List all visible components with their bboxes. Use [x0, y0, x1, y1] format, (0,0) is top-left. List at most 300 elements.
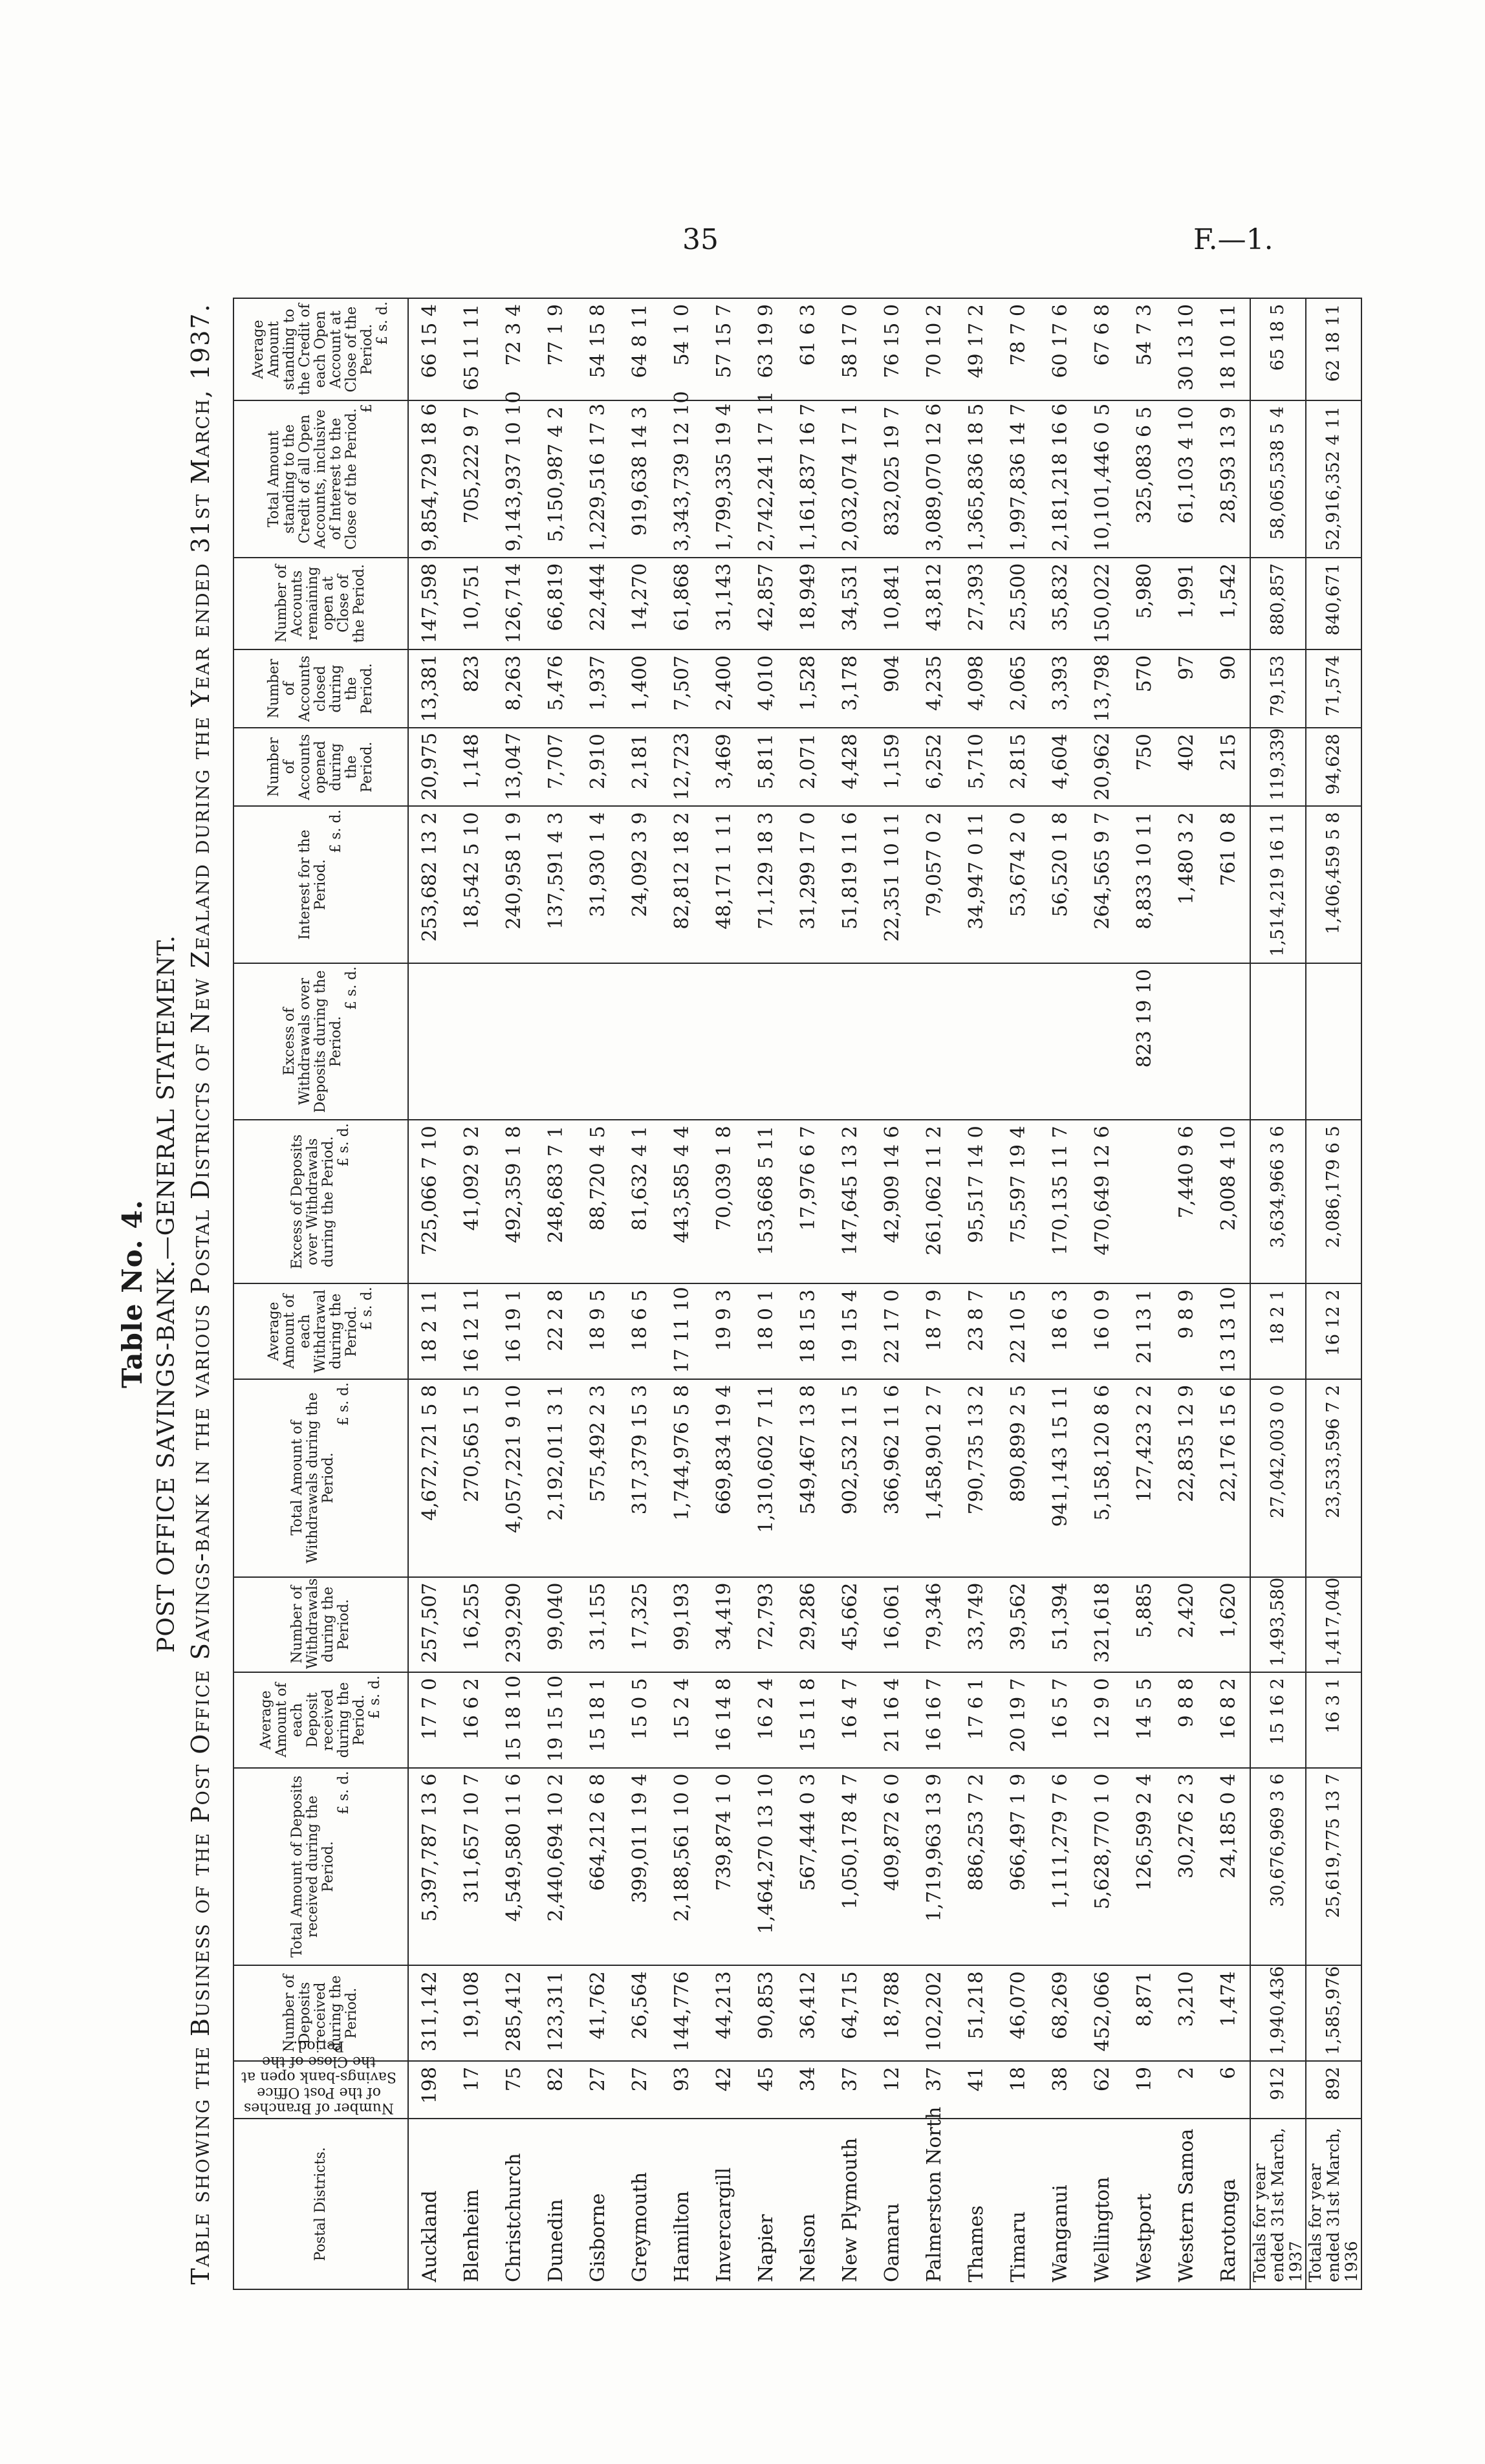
cell-wd-amount: 4,057,221 9 10 — [493, 1379, 535, 1577]
cell-interest: 56,520 1 8 — [1039, 806, 1081, 963]
cell-district: Thames — [955, 2119, 997, 2289]
totals-row — [1250, 298, 1306, 2289]
cell-branches: 12 — [871, 2061, 913, 2119]
cell-wd-avg: 19 15 4 — [829, 1283, 871, 1379]
col-header: Average Amount standing to the Credit of each Open Account at Close of the Period. £ s. d. — [233, 298, 408, 400]
cell-closed: 1,937 — [577, 649, 619, 728]
table-row — [1123, 298, 1165, 2289]
cell-dep-amount: 739,874 1 0 — [703, 1768, 745, 1966]
cell-district: Westport — [1123, 2119, 1165, 2289]
cell-closed: 2,065 — [997, 649, 1039, 728]
cell-wd-avg: 22 10 5 — [997, 1283, 1039, 1379]
cell-closed: 13,381 — [408, 649, 451, 728]
cell-wd-amount: 790,735 13 2 — [955, 1379, 997, 1577]
cell-dep-amount: 5,628,770 1 0 — [1081, 1768, 1123, 1966]
cell-district: New Plymouth — [829, 2119, 871, 2289]
cell-interest: 71,129 18 3 — [745, 806, 787, 963]
cell-wd-avg: 22 17 0 — [871, 1283, 913, 1379]
cell-branches: 198 — [408, 2061, 451, 2119]
cell-withdrawals: 2,420 — [1165, 1577, 1208, 1673]
cell-opened: 13,047 — [493, 728, 535, 806]
cell-district: Nelson — [787, 2119, 829, 2289]
cell-excess-wd — [493, 963, 535, 1120]
cell-closed: 3,178 — [829, 649, 871, 728]
cell-credit: 3,089,070 12 6 — [913, 400, 955, 557]
cell-withdrawals: 16,061 — [871, 1577, 913, 1673]
cell-wd-avg: 17 11 10 — [661, 1283, 703, 1379]
cell-deposits: 41,762 — [577, 1965, 619, 2061]
cell-open: 126,714 — [493, 558, 535, 649]
cell-district: Palmerston North — [913, 2119, 955, 2289]
cell-deposits: 18,788 — [871, 1965, 913, 2061]
table-row — [1208, 298, 1250, 2289]
cell-dep-amount: 5,397,787 13 6 — [408, 1768, 451, 1966]
cell-wd-avg: 16 12 2 — [1306, 1283, 1361, 1379]
cell-wd-avg: 18 15 3 — [787, 1283, 829, 1379]
cell-dep-amount: 1,719,963 13 9 — [913, 1768, 955, 1966]
cell-excess-wd — [913, 963, 955, 1120]
cell-closed: 8,263 — [493, 649, 535, 728]
cell-credit: 832,025 19 7 — [871, 400, 913, 557]
cell-credit-avg: 30 13 10 — [1165, 298, 1208, 400]
cell-credit-avg: 61 6 3 — [787, 298, 829, 400]
cell-credit: 5,150,987 4 2 — [535, 400, 577, 557]
col-header: Excess of Withdrawals over Deposits during the Period. £ s. d. — [233, 963, 408, 1120]
cell-interest: 79,057 0 2 — [913, 806, 955, 963]
cell-closed: 90 — [1208, 649, 1250, 728]
cell-excess-wd — [1208, 963, 1250, 1120]
cell-opened: 1,148 — [451, 728, 493, 806]
table-row — [913, 298, 955, 2289]
cell-wd-amount: 941,143 15 11 — [1039, 1379, 1081, 1577]
cell-withdrawals: 31,155 — [577, 1577, 619, 1673]
cell-dep-avg: 15 2 4 — [661, 1672, 703, 1768]
cell-district: Wellington — [1081, 2119, 1123, 2289]
cell-excess-dep: 2,008 4 10 — [1208, 1120, 1250, 1283]
col-header: Total Amount of Deposits received during the Period. £ s. d. — [233, 1768, 408, 1966]
table-row — [703, 298, 745, 2289]
cell-credit-avg: 72 3 4 — [493, 298, 535, 400]
cell-withdrawals: 257,507 — [408, 1577, 451, 1673]
cell-excess-dep: 725,066 7 10 — [408, 1120, 451, 1283]
cell-open: 61,868 — [661, 558, 703, 649]
cell-interest: 18,542 5 10 — [451, 806, 493, 963]
cell-deposits: 68,269 — [1039, 1965, 1081, 2061]
table-row — [745, 298, 787, 2289]
cell-open: 43,812 — [913, 558, 955, 649]
cell-credit-avg: 54 7 3 — [1123, 298, 1165, 400]
cell-credit: 1,799,335 19 4 — [703, 400, 745, 557]
cell-branches: 38 — [1039, 2061, 1081, 2119]
cell-interest: 240,958 1 9 — [493, 806, 535, 963]
cell-district: Auckland — [408, 2119, 451, 2289]
cell-dep-amount: 1,111,279 7 6 — [1039, 1768, 1081, 1966]
cell-dep-amount: 4,549,580 11 6 — [493, 1768, 535, 1966]
cell-branches: 37 — [913, 2061, 955, 2119]
cell-dep-amount: 25,619,775 13 7 — [1306, 1768, 1361, 1966]
cell-district: Invercargill — [703, 2119, 745, 2289]
cell-district: Oamaru — [871, 2119, 913, 2289]
cell-wd-amount: 1,310,602 7 11 — [745, 1379, 787, 1577]
cell-dep-avg: 16 4 7 — [829, 1672, 871, 1768]
cell-opened: 2,071 — [787, 728, 829, 806]
cell-deposits: 64,715 — [829, 1965, 871, 2061]
cell-closed: 3,393 — [1039, 649, 1081, 728]
table-row — [493, 298, 535, 2289]
cell-closed: 904 — [871, 649, 913, 728]
cell-excess-wd — [1250, 963, 1306, 1120]
cell-interest: 761 0 8 — [1208, 806, 1250, 963]
cell-open: 35,832 — [1039, 558, 1081, 649]
rotated-table-sheet — [116, 298, 1361, 2290]
cell-deposits: 36,412 — [787, 1965, 829, 2061]
cell-district: Napier — [745, 2119, 787, 2289]
cell-opened: 5,811 — [745, 728, 787, 806]
cell-closed: 7,507 — [661, 649, 703, 728]
cell-opened: 750 — [1123, 728, 1165, 806]
cell-credit-avg: 78 7 0 — [997, 298, 1039, 400]
cell-open: 34,531 — [829, 558, 871, 649]
cell-excess-dep: 2,086,179 6 5 — [1306, 1120, 1361, 1283]
cell-credit: 3,343,739 12 10 — [661, 400, 703, 557]
cell-withdrawals: 1,417,040 — [1306, 1577, 1361, 1673]
cell-excess-dep: 261,062 11 2 — [913, 1120, 955, 1283]
cell-wd-avg: 13 13 10 — [1208, 1283, 1250, 1379]
cell-interest: 1,480 3 2 — [1165, 806, 1208, 963]
cell-open: 22,444 — [577, 558, 619, 649]
cell-interest: 264,565 9 7 — [1081, 806, 1123, 963]
cell-excess-wd — [871, 963, 913, 1120]
cell-opened: 402 — [1165, 728, 1208, 806]
cell-deposits: 285,412 — [493, 1965, 535, 2061]
cell-branches: 75 — [493, 2061, 535, 2119]
cell-closed: 4,235 — [913, 649, 955, 728]
cell-excess-dep: 41,092 9 2 — [451, 1120, 493, 1283]
cell-open: 27,393 — [955, 558, 997, 649]
table-row — [997, 298, 1039, 2289]
cell-opened: 3,469 — [703, 728, 745, 806]
cell-withdrawals: 99,040 — [535, 1577, 577, 1673]
cell-excess-dep: 470,649 12 6 — [1081, 1120, 1123, 1283]
cell-credit: 2,032,074 17 1 — [829, 400, 871, 557]
cell-excess-wd — [787, 963, 829, 1120]
cell-dep-amount: 966,497 1 9 — [997, 1768, 1039, 1966]
cell-credit-avg: 18 10 11 — [1208, 298, 1250, 400]
cell-excess-wd — [703, 963, 745, 1120]
cell-credit-avg: 58 17 0 — [829, 298, 871, 400]
cell-closed: 97 — [1165, 649, 1208, 728]
cell-wd-avg: 18 9 5 — [577, 1283, 619, 1379]
cell-closed: 79,153 — [1250, 649, 1306, 728]
cell-excess-wd — [829, 963, 871, 1120]
cell-withdrawals: 29,286 — [787, 1577, 829, 1673]
cell-excess-dep: 75,597 19 4 — [997, 1120, 1039, 1283]
cell-dep-amount: 2,188,561 10 0 — [661, 1768, 703, 1966]
cell-credit: 61,103 4 10 — [1165, 400, 1208, 557]
cell-interest: 24,092 3 9 — [619, 806, 661, 963]
table-row — [955, 298, 997, 2289]
cell-withdrawals: 72,793 — [745, 1577, 787, 1673]
cell-opened: 6,252 — [913, 728, 955, 806]
cell-credit: 52,916,352 4 11 — [1306, 400, 1361, 557]
cell-deposits: 26,564 — [619, 1965, 661, 2061]
cell-wd-avg: 21 13 1 — [1123, 1283, 1165, 1379]
cell-excess-wd — [745, 963, 787, 1120]
cell-withdrawals: 79,346 — [913, 1577, 955, 1673]
cell-credit: 1,997,836 14 7 — [997, 400, 1039, 557]
cell-open: 1,542 — [1208, 558, 1250, 649]
cell-dep-avg: 16 3 1 — [1306, 1672, 1361, 1768]
cell-branches: 62 — [1081, 2061, 1123, 2119]
cell-deposits: 452,066 — [1081, 1965, 1123, 2061]
cell-credit: 58,065,538 5 4 — [1250, 400, 1306, 557]
cell-credit: 2,742,241 17 11 — [745, 400, 787, 557]
cell-wd-avg: 16 12 11 — [451, 1283, 493, 1379]
cell-dep-avg: 17 7 0 — [408, 1672, 451, 1768]
cell-credit-avg: 63 19 9 — [745, 298, 787, 400]
cell-wd-amount: 2,192,011 3 1 — [535, 1379, 577, 1577]
col-header: Postal Districts. — [233, 2119, 408, 2289]
cell-wd-amount: 22,176 15 6 — [1208, 1379, 1250, 1577]
savings-bank-table — [233, 298, 1362, 2290]
cell-wd-avg: 9 8 9 — [1165, 1283, 1208, 1379]
cell-excess-dep: 95,517 14 0 — [955, 1120, 997, 1283]
table-row — [451, 298, 493, 2289]
cell-dep-amount: 30,276 2 3 — [1165, 1768, 1208, 1966]
cell-dep-avg: 15 0 5 — [619, 1672, 661, 1768]
cell-wd-amount: 270,565 1 5 — [451, 1379, 493, 1577]
cell-withdrawals: 5,885 — [1123, 1577, 1165, 1673]
cell-dep-avg: 16 5 7 — [1039, 1672, 1081, 1768]
cell-excess-dep: 17,976 6 7 — [787, 1120, 829, 1283]
cell-wd-amount: 4,672,721 5 8 — [408, 1379, 451, 1577]
cell-credit-avg: 76 15 0 — [871, 298, 913, 400]
cell-district: Hamilton — [661, 2119, 703, 2289]
table-row — [829, 298, 871, 2289]
cell-opened: 12,723 — [661, 728, 703, 806]
table-row — [1081, 298, 1123, 2289]
cell-open: 18,949 — [787, 558, 829, 649]
cell-interest: 53,674 2 0 — [997, 806, 1039, 963]
cell-dep-avg: 16 2 4 — [745, 1672, 787, 1768]
cell-credit-avg: 54 1 0 — [661, 298, 703, 400]
cell-district: Greymouth — [619, 2119, 661, 2289]
cell-deposits: 1,474 — [1208, 1965, 1250, 2061]
cell-dep-avg: 15 16 2 — [1250, 1672, 1306, 1768]
cell-excess-wd: 823 19 10 — [1123, 963, 1165, 1120]
cell-opened: 5,710 — [955, 728, 997, 806]
cell-dep-avg: 15 18 10 — [493, 1672, 535, 1768]
cell-closed: 4,010 — [745, 649, 787, 728]
cell-closed: 13,798 — [1081, 649, 1123, 728]
cell-dep-amount: 399,011 19 4 — [619, 1768, 661, 1966]
cell-open: 840,671 — [1306, 558, 1361, 649]
cell-credit: 28,593 13 9 — [1208, 400, 1250, 557]
cell-credit-avg: 62 18 11 — [1306, 298, 1361, 400]
cell-wd-amount: 902,532 11 5 — [829, 1379, 871, 1577]
cell-withdrawals: 239,290 — [493, 1577, 535, 1673]
table-body — [408, 298, 1361, 2289]
cell-deposits: 3,210 — [1165, 1965, 1208, 2061]
table-number: Table No. 4. — [116, 1199, 148, 1388]
cell-wd-avg: 18 2 1 — [1250, 1283, 1306, 1379]
cell-opened: 4,428 — [829, 728, 871, 806]
cell-excess-dep: 81,632 4 1 — [619, 1120, 661, 1283]
cell-open: 14,270 — [619, 558, 661, 649]
cell-deposits: 311,142 — [408, 1965, 451, 2061]
cell-wd-avg: 18 7 9 — [913, 1283, 955, 1379]
cell-wd-amount: 127,423 2 2 — [1123, 1379, 1165, 1577]
cell-wd-avg: 18 0 1 — [745, 1283, 787, 1379]
cell-credit: 919,638 14 3 — [619, 400, 661, 557]
cell-branches: 34 — [787, 2061, 829, 2119]
col-header: Number of Accounts closed during the Period. — [233, 649, 408, 728]
cell-withdrawals: 16,255 — [451, 1577, 493, 1673]
col-header: Total Amount standing to the Credit of all Open Accounts, inclusive of Interest to the Close of the Period. £ — [233, 400, 408, 557]
cell-closed: 2,400 — [703, 649, 745, 728]
cell-wd-avg: 18 2 11 — [408, 1283, 451, 1379]
cell-excess-wd — [1306, 963, 1361, 1120]
cell-branches: 41 — [955, 2061, 997, 2119]
cell-district: Totals for year ended 31st March, 1937 — [1250, 2119, 1306, 2289]
cell-branches: 45 — [745, 2061, 787, 2119]
cell-excess-wd — [1039, 963, 1081, 1120]
cell-opened: 215 — [1208, 728, 1250, 806]
table-heading — [116, 298, 215, 2290]
table-row — [619, 298, 661, 2289]
cell-branches: 892 — [1306, 2061, 1361, 2119]
cell-deposits: 51,218 — [955, 1965, 997, 2061]
cell-withdrawals: 1,620 — [1208, 1577, 1250, 1673]
cell-branches: 19 — [1123, 2061, 1165, 2119]
cell-deposits: 44,213 — [703, 1965, 745, 2061]
cell-district: Blenheim — [451, 2119, 493, 2289]
cell-district: Western Samoa — [1165, 2119, 1208, 2289]
cell-withdrawals: 51,394 — [1039, 1577, 1081, 1673]
col-header: Average Amount of each Deposit received during the Period. £ s. d. — [233, 1672, 408, 1768]
col-header: Total Amount of Withdrawals during the Period. £ s. d. — [233, 1379, 408, 1577]
table-row — [577, 298, 619, 2289]
cell-interest: 1,514,219 16 11 — [1250, 806, 1306, 963]
cell-wd-amount: 1,458,901 2 7 — [913, 1379, 955, 1577]
cell-credit-avg: 70 10 2 — [913, 298, 955, 400]
cell-interest: 51,819 11 6 — [829, 806, 871, 963]
cell-excess-wd — [408, 963, 451, 1120]
cell-excess-dep: 492,359 1 8 — [493, 1120, 535, 1283]
cell-credit: 9,143,937 10 10 — [493, 400, 535, 557]
cell-withdrawals: 34,419 — [703, 1577, 745, 1673]
totals-row — [1306, 298, 1361, 2289]
cell-credit: 10,101,446 0 5 — [1081, 400, 1123, 557]
cell-wd-amount: 669,834 19 4 — [703, 1379, 745, 1577]
cell-withdrawals: 99,193 — [661, 1577, 703, 1673]
table-row — [1039, 298, 1081, 2289]
cell-opened: 2,181 — [619, 728, 661, 806]
cell-deposits: 46,070 — [997, 1965, 1039, 2061]
cell-withdrawals: 33,749 — [955, 1577, 997, 1673]
cell-dep-amount: 126,599 2 4 — [1123, 1768, 1165, 1966]
cell-interest: 137,591 4 3 — [535, 806, 577, 963]
cell-excess-dep: 153,668 5 11 — [745, 1120, 787, 1283]
cell-wd-avg: 22 2 8 — [535, 1283, 577, 1379]
cell-deposits: 1,585,976 — [1306, 1965, 1361, 2061]
cell-credit: 705,222 9 7 — [451, 400, 493, 557]
cell-wd-amount: 366,962 11 6 — [871, 1379, 913, 1577]
cell-branches: 93 — [661, 2061, 703, 2119]
cell-excess-wd — [1165, 963, 1208, 1120]
cell-excess-dep: 88,720 4 5 — [577, 1120, 619, 1283]
cell-credit: 1,229,516 17 3 — [577, 400, 619, 557]
cell-dep-amount: 24,185 0 4 — [1208, 1768, 1250, 1966]
cell-branches: 18 — [997, 2061, 1039, 2119]
cell-opened: 119,339 — [1250, 728, 1306, 806]
table-row — [408, 298, 451, 2289]
cell-dep-avg: 16 8 2 — [1208, 1672, 1250, 1768]
cell-withdrawals: 45,662 — [829, 1577, 871, 1673]
cell-dep-avg: 20 19 7 — [997, 1672, 1039, 1768]
cell-deposits: 8,871 — [1123, 1965, 1165, 2061]
cell-excess-wd — [619, 963, 661, 1120]
cell-district: Gisborne — [577, 2119, 619, 2289]
cell-opened: 2,910 — [577, 728, 619, 806]
col-header: Number of Withdrawals during the Period. — [233, 1577, 408, 1673]
table-row — [1165, 298, 1208, 2289]
cell-closed: 1,528 — [787, 649, 829, 728]
cell-credit: 2,181,218 16 6 — [1039, 400, 1081, 557]
cell-closed: 570 — [1123, 649, 1165, 728]
cell-dep-avg: 16 16 7 — [913, 1672, 955, 1768]
cell-district: Timaru — [997, 2119, 1039, 2289]
col-header: Number of Accounts opened during the Period. — [233, 728, 408, 806]
cell-dep-avg: 17 6 1 — [955, 1672, 997, 1768]
cell-excess-dep: 42,909 14 6 — [871, 1120, 913, 1283]
cell-branches: 42 — [703, 2061, 745, 2119]
cell-wd-avg: 16 0 9 — [1081, 1283, 1123, 1379]
cell-credit-avg: 57 15 7 — [703, 298, 745, 400]
cell-credit-avg: 60 17 6 — [1039, 298, 1081, 400]
cell-wd-avg: 18 6 5 — [619, 1283, 661, 1379]
cell-excess-wd — [535, 963, 577, 1120]
cell-excess-dep: 7,440 9 6 — [1165, 1120, 1208, 1283]
header-row — [233, 298, 408, 2289]
cell-wd-amount: 317,379 15 3 — [619, 1379, 661, 1577]
cell-withdrawals: 17,325 — [619, 1577, 661, 1673]
cell-credit-avg: 67 6 8 — [1081, 298, 1123, 400]
cell-branches: 27 — [619, 2061, 661, 2119]
cell-opened: 7,707 — [535, 728, 577, 806]
cell-dep-avg: 19 15 10 — [535, 1672, 577, 1768]
cell-wd-amount: 890,899 2 5 — [997, 1379, 1039, 1577]
cell-interest: 22,351 10 11 — [871, 806, 913, 963]
cell-credit-avg: 64 8 11 — [619, 298, 661, 400]
table-caption: Table showing the Business of the Post Office Savings-bank in the various Postal Districts of New Zealand during the Year ended 31st March, 1937. — [186, 303, 215, 2285]
cell-excess-wd — [955, 963, 997, 1120]
cell-excess-wd — [997, 963, 1039, 1120]
cell-open: 880,857 — [1250, 558, 1306, 649]
cell-credit-avg: 54 15 8 — [577, 298, 619, 400]
col-header: Interest for the Period. £ s. d. — [233, 806, 408, 963]
cell-excess-wd — [1081, 963, 1123, 1120]
cell-excess-dep: 147,645 13 2 — [829, 1120, 871, 1283]
cell-withdrawals: 1,493,580 — [1250, 1577, 1306, 1673]
cell-credit-avg: 66 15 4 — [408, 298, 451, 400]
cell-wd-avg: 23 8 7 — [955, 1283, 997, 1379]
cell-withdrawals: 39,562 — [997, 1577, 1039, 1673]
table-row — [871, 298, 913, 2289]
cell-wd-amount: 1,744,976 5 8 — [661, 1379, 703, 1577]
cell-credit-avg: 49 17 2 — [955, 298, 997, 400]
cell-opened: 20,975 — [408, 728, 451, 806]
